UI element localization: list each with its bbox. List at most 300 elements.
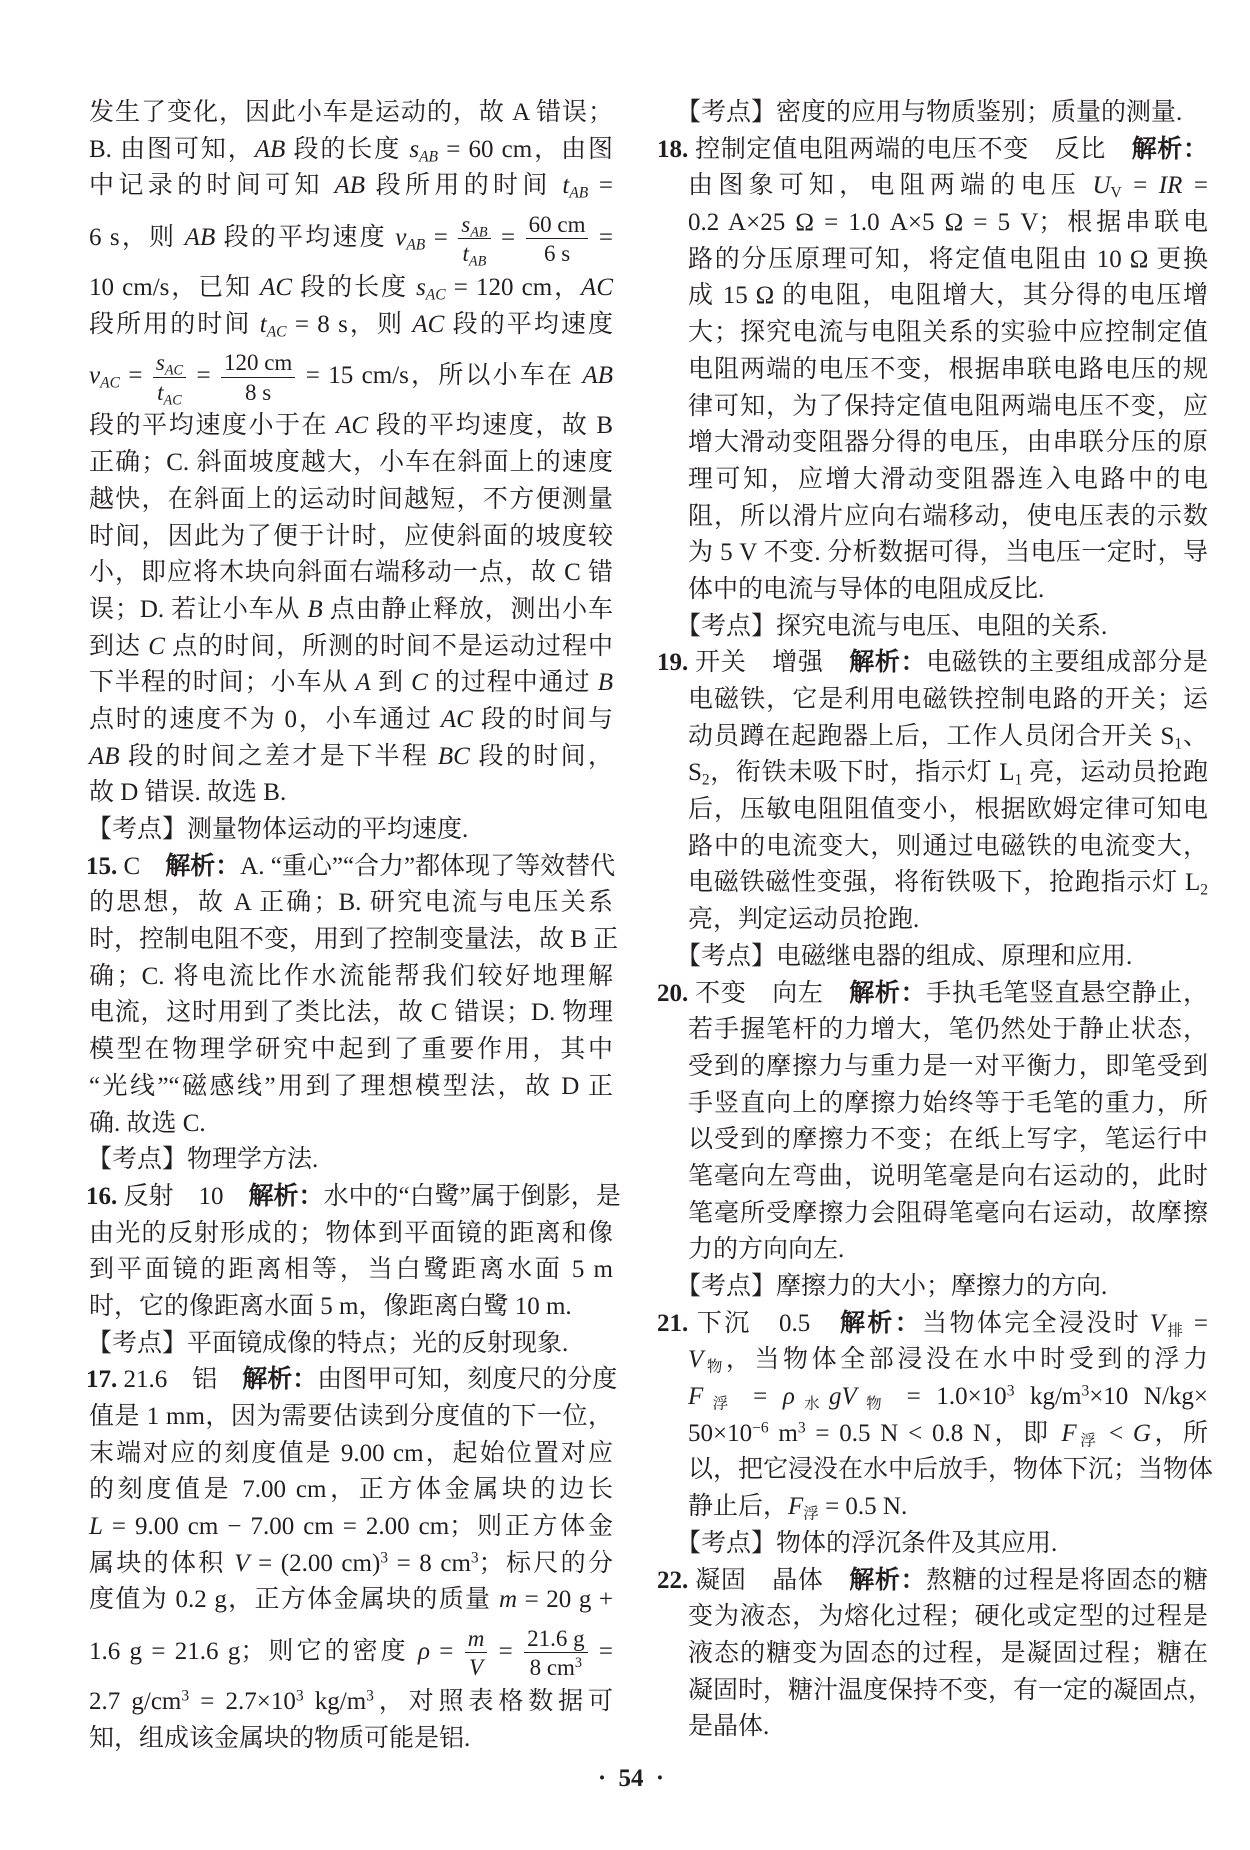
text-line bbox=[89, 1509, 613, 1546]
subscript: 物 bbox=[703, 1359, 726, 1377]
item-first-line bbox=[86, 849, 616, 886]
text-line bbox=[89, 132, 613, 169]
text-run: 故 D 错误. 故选 B. bbox=[89, 779, 287, 807]
math-variable: t bbox=[462, 241, 469, 267]
text-run: 由图甲可知，刻度尺的分度 bbox=[317, 1366, 618, 1394]
text-line bbox=[688, 1232, 1208, 1269]
fraction bbox=[524, 1626, 588, 1682]
text-line bbox=[688, 168, 1208, 205]
text-run: 值是 1 mm，因为需要估读到分度值的下一位， bbox=[89, 1403, 613, 1430]
text-line bbox=[688, 1489, 1208, 1526]
text-run: 变为液态，为熔化过程；硬化或定型的过程是 bbox=[688, 1603, 1208, 1631]
text-run: 段的长度 bbox=[292, 274, 417, 302]
text-line bbox=[89, 995, 613, 1032]
text-run: 凝固时，糖汁温度保持不变，有一定的凝固点， bbox=[688, 1676, 1214, 1704]
text-line bbox=[89, 270, 613, 307]
text-line bbox=[688, 462, 1208, 499]
text-run: = 8 s，则 bbox=[286, 310, 413, 338]
bold-label: 解析： bbox=[849, 1566, 927, 1594]
subscript: 浮 bbox=[703, 1395, 738, 1413]
text-run: = bbox=[119, 362, 151, 390]
text-line bbox=[89, 1289, 613, 1326]
text-run: 电磁铁的主要组成部分是 bbox=[926, 649, 1208, 677]
text-line bbox=[89, 1684, 613, 1721]
subscript: AB bbox=[470, 223, 488, 240]
fraction-denominator bbox=[465, 1653, 488, 1681]
text-run: 为 5 V 不变. 分析数据可得，当电压一定时，导 bbox=[688, 539, 1208, 567]
math-variable: IR bbox=[1158, 172, 1183, 200]
text-run: ；标尺的分 bbox=[478, 1549, 613, 1577]
text-line bbox=[89, 519, 613, 556]
item-first-line bbox=[657, 645, 1208, 682]
text-run: “光线”“磁感线”用到了理想模型法，故 D 正 bbox=[89, 1072, 613, 1100]
text-run: 知，组成该金属块的物质可能是铝. bbox=[89, 1724, 471, 1752]
text-run: 凝固 晶体 bbox=[688, 1566, 850, 1594]
text-line bbox=[688, 1122, 1208, 1159]
text-run: 到 bbox=[370, 669, 412, 697]
text-run: 路中的电流变大，则通过电磁铁的电流变大， bbox=[688, 832, 1208, 860]
text-run: = 0.5 N < 0.8 N，即 bbox=[805, 1419, 1062, 1447]
math-variable: V bbox=[234, 1549, 250, 1577]
fraction bbox=[221, 350, 295, 406]
text-run: 的过程中通过 bbox=[427, 669, 598, 697]
text-line bbox=[688, 1452, 1214, 1489]
text-run: = 1.0×10 bbox=[891, 1383, 1007, 1411]
superscript: 3 bbox=[1081, 1382, 1090, 1400]
text-run: 【考点】摩擦力的大小；摩擦力的方向. bbox=[676, 1273, 1108, 1300]
math-variable: AB bbox=[254, 135, 286, 163]
text-line bbox=[688, 865, 1208, 902]
subscript: 1 bbox=[1174, 735, 1183, 753]
text-line bbox=[89, 1721, 613, 1758]
text-line bbox=[688, 1709, 1208, 1746]
text-run: 50×10 bbox=[688, 1419, 753, 1447]
text-run: = bbox=[590, 224, 614, 252]
text-run: ，衔铁未吸下时，指示灯 L bbox=[709, 759, 1015, 787]
text-run: = 20 g + bbox=[517, 1586, 613, 1614]
math-variable: V bbox=[688, 1346, 704, 1374]
fraction bbox=[153, 350, 186, 406]
text-run: = bbox=[1185, 1309, 1208, 1337]
text-run: 时，它的像距离水面 5 m，像距离白鹭 10 m. bbox=[89, 1292, 572, 1320]
math-variable: AC bbox=[440, 705, 473, 733]
math-variable: C bbox=[411, 669, 428, 697]
bold-label: 19. bbox=[657, 649, 689, 677]
math-variable: AB bbox=[184, 224, 216, 252]
fraction-denominator bbox=[221, 378, 295, 406]
fraction-denominator bbox=[524, 1653, 588, 1681]
text-run: = 15 cm/s，所以小车在 bbox=[297, 362, 583, 390]
text-line bbox=[688, 1379, 1208, 1416]
superscript: 3 bbox=[574, 1655, 583, 1672]
text-run: 段的平均速度 bbox=[215, 224, 396, 252]
math-variable: s bbox=[461, 211, 471, 237]
math-variable: A bbox=[355, 669, 371, 697]
text-run: 亮，运动员抢跑 bbox=[1022, 759, 1208, 787]
text-run: 的思想，故 A 正确；B. 研究电流与电压关系 bbox=[89, 889, 613, 917]
subscript: 浮 bbox=[803, 1505, 819, 1523]
text-run: 60 cm bbox=[528, 211, 586, 237]
page-number-mark-right: · bbox=[655, 1765, 665, 1792]
subscript: 浮 bbox=[1076, 1432, 1100, 1450]
text-line bbox=[688, 829, 1208, 866]
text-run: 由图象可知，电阻两端的电压 bbox=[688, 172, 1093, 200]
item-first-line bbox=[657, 132, 1208, 169]
text-run: 理可知，应增大滑动变阻器连入电路中的电 bbox=[688, 465, 1208, 493]
text-line bbox=[688, 1416, 1208, 1453]
subscript: 1 bbox=[1014, 772, 1023, 790]
text-run: = bbox=[489, 1638, 523, 1666]
fraction-numerator bbox=[221, 350, 295, 378]
text-run: 以，把它浸没在水中后放手，物体下沉；当物体 bbox=[688, 1456, 1214, 1484]
math-variable: BC bbox=[437, 742, 470, 770]
math-variable: t bbox=[562, 172, 570, 200]
keypoint-line bbox=[87, 812, 613, 849]
text-run: = 9.00 cm − 7.00 cm = 2.00 cm；则正方体金 bbox=[102, 1513, 613, 1541]
text-run: 段的时间之差才是下半程 bbox=[119, 742, 438, 770]
math-variable: AC bbox=[412, 310, 445, 338]
text-run: 发生了变化，因此小车是运动的，故 A 错误； bbox=[89, 99, 613, 126]
text-run: = (2.00 cm) bbox=[249, 1549, 381, 1577]
text-line bbox=[688, 1342, 1208, 1379]
subscript: AC bbox=[163, 391, 182, 408]
text-line bbox=[688, 1196, 1208, 1233]
text-run: 段的平均速度，故 B bbox=[368, 412, 613, 440]
superscript: 3 bbox=[797, 1419, 806, 1437]
text-line bbox=[688, 205, 1208, 242]
text-run: 下半程的时间；小车从 bbox=[89, 669, 356, 697]
text-line bbox=[688, 572, 1208, 609]
text-run: 确；C. 将电流比作水流能帮我们较好地理解 bbox=[89, 962, 613, 990]
keypoint-line bbox=[676, 95, 1208, 132]
text-run: 模型在物理学研究中起到了重要作用，其中 bbox=[89, 1036, 613, 1064]
text-run: 误；D. 若让小车从 bbox=[89, 595, 308, 623]
text-line bbox=[89, 959, 613, 996]
bold-label: 解析： bbox=[849, 979, 927, 1007]
text-run: 体中的电流与导体的电阻成反比. bbox=[688, 575, 1045, 603]
text-run: ，当物体全部浸没在水中时受到的浮力 bbox=[725, 1346, 1208, 1374]
item-first-line bbox=[86, 1179, 621, 1216]
keypoint-line bbox=[676, 1269, 1208, 1306]
math-variable: F bbox=[1061, 1419, 1077, 1447]
math-variable: V bbox=[469, 1655, 484, 1681]
text-run: 到平面镜的距离相等，当白鹭距离水面 5 m bbox=[89, 1256, 613, 1284]
text-line bbox=[89, 95, 613, 132]
text-run: 【考点】密度的应用与物质鉴别；质量的测量. bbox=[676, 99, 1183, 126]
superscript: 3 bbox=[380, 1549, 389, 1567]
fraction-numerator bbox=[524, 1626, 588, 1654]
bold-label: 16. bbox=[86, 1182, 118, 1210]
math-variable: v bbox=[395, 224, 407, 252]
text-run: C bbox=[117, 852, 166, 880]
bold-label: 解析： bbox=[839, 1309, 923, 1337]
bold-label: 解析： bbox=[849, 649, 927, 677]
text-run: 段的平均速度小于在 bbox=[89, 412, 337, 440]
page-number bbox=[6, 1764, 1250, 1794]
fraction-numerator bbox=[458, 212, 490, 240]
text-run: 正确；C. 斜面坡度越大，小车在斜面上的速度 bbox=[89, 449, 613, 477]
keypoint-line bbox=[676, 939, 1208, 976]
text-run: 8 cm bbox=[529, 1655, 575, 1681]
text-run: ，所 bbox=[1150, 1419, 1208, 1447]
text-run: 点时的速度不为 0，小车通过 bbox=[89, 705, 441, 733]
text-run: 段所用的时间 bbox=[365, 172, 563, 200]
text-line bbox=[89, 307, 613, 344]
math-variable: L bbox=[89, 1513, 103, 1541]
math-variable: AC bbox=[581, 274, 613, 302]
bold-label: 17. bbox=[86, 1366, 118, 1394]
text-line bbox=[688, 535, 1208, 572]
text-line bbox=[688, 1599, 1208, 1636]
math-variable: m bbox=[498, 1586, 518, 1614]
text-run: = 120 cm， bbox=[445, 274, 582, 302]
math-variable: AC bbox=[260, 274, 293, 302]
math-variable: t bbox=[259, 310, 267, 338]
text-run: ，对照表格数据可 bbox=[373, 1688, 613, 1716]
subscript: 物 bbox=[856, 1395, 892, 1413]
text-run: 律可知，为了保持定值电阻两端电压不变，应 bbox=[688, 392, 1208, 420]
text-run: 成 15 Ω 的电阻，电阻增大，其分得的电压增 bbox=[688, 282, 1208, 310]
text-run: 段的时间与 bbox=[472, 705, 613, 733]
text-run: 当物体完全浸没时 bbox=[922, 1309, 1150, 1337]
text-line bbox=[688, 242, 1208, 279]
text-run: 【考点】测量物体运动的平均速度. bbox=[87, 816, 469, 843]
math-variable: B bbox=[307, 595, 323, 623]
text-run: = bbox=[430, 1638, 463, 1666]
text-line bbox=[89, 168, 613, 205]
text-line bbox=[89, 775, 613, 812]
text-run: 后，压敏电阻阻值变小，根据欧姆定律可知电 bbox=[688, 796, 1208, 824]
text-line bbox=[688, 1159, 1208, 1196]
text-run: ×10 N/kg× bbox=[1089, 1383, 1208, 1411]
text-run: 动员蹲在起跑器上后，工作人员闭合开关 S bbox=[688, 722, 1175, 750]
math-variable: F bbox=[688, 1383, 704, 1411]
text-line bbox=[688, 352, 1208, 389]
text-run: = bbox=[588, 172, 613, 200]
keypoint-line bbox=[87, 1326, 613, 1363]
math-variable: AB bbox=[582, 362, 613, 390]
superscript: 3 bbox=[366, 1687, 374, 1705]
text-run: 6 s bbox=[543, 241, 571, 267]
item-first-line bbox=[657, 1563, 1208, 1600]
text-run: 阻，所以滑片应向右端移动，使电压表的示数 bbox=[688, 502, 1208, 530]
text-line bbox=[89, 482, 613, 519]
math-variable: U bbox=[1092, 172, 1111, 200]
text-line bbox=[688, 902, 1208, 939]
text-line bbox=[89, 739, 613, 776]
subscript: 水 bbox=[794, 1395, 830, 1413]
text-line bbox=[89, 702, 613, 739]
text-line bbox=[688, 278, 1208, 315]
text-run: 电阻两端的电压不变，根据串联电路电压的规 bbox=[688, 355, 1208, 383]
fraction-numerator bbox=[153, 350, 186, 378]
keypoint-line bbox=[676, 1526, 1208, 1563]
text-line bbox=[688, 499, 1208, 536]
text-line bbox=[89, 1252, 613, 1289]
math-variable: s bbox=[416, 274, 426, 302]
subscript: 2 bbox=[1200, 882, 1208, 900]
text-run: = bbox=[425, 224, 457, 252]
text-run: 的刻度值是 7.00 cm，正方体金属块的边长 bbox=[89, 1476, 613, 1504]
text-run: 电磁铁磁性变强，将衔铁吸下，抢跑指示灯 L bbox=[688, 869, 1201, 897]
fraction bbox=[465, 1626, 488, 1682]
bold-label: 解析： bbox=[248, 1182, 324, 1210]
text-run: kg/m bbox=[1014, 1383, 1082, 1411]
text-run: A. “重心”“合力”都体现了等效替代 bbox=[240, 852, 616, 880]
subscript: AC bbox=[425, 286, 446, 304]
text-line bbox=[688, 1012, 1208, 1049]
text-run: 段的长度 bbox=[285, 135, 410, 163]
subscript: AC bbox=[266, 323, 287, 341]
text-line bbox=[89, 1619, 613, 1684]
superscript: 3 bbox=[1006, 1382, 1015, 1400]
math-variable: F bbox=[788, 1493, 804, 1521]
text-run: 段的时间， bbox=[469, 742, 613, 770]
text-run: S bbox=[688, 759, 702, 787]
subscript: AB bbox=[468, 253, 487, 270]
text-run: 水中的“白鹭”属于倒影，是 bbox=[323, 1182, 621, 1210]
math-variable: v bbox=[89, 362, 101, 390]
text-line bbox=[688, 425, 1208, 462]
text-run: 笔毫向左弯曲，说明笔毫是向右运动的，此时 bbox=[688, 1162, 1208, 1190]
text-line bbox=[688, 792, 1208, 829]
text-run: = bbox=[1182, 172, 1208, 200]
text-run: 受到的摩擦力与重力是一对平衡力，即笔受到 bbox=[688, 1052, 1208, 1080]
text-run: 液态的糖变为固态的过程，是凝固过程；糖在 bbox=[688, 1639, 1208, 1667]
text-run: 路的分压原理可知，将定值电阻由 10 Ω 更换 bbox=[688, 245, 1208, 273]
text-run: 静止后， bbox=[688, 1493, 789, 1521]
subscript: AB bbox=[569, 185, 589, 203]
text-line bbox=[89, 629, 613, 666]
text-run: 120 cm bbox=[223, 349, 293, 375]
subscript: V bbox=[1110, 185, 1122, 203]
superscript: 3 bbox=[470, 1549, 479, 1567]
subscript: AB bbox=[406, 236, 426, 254]
subscript: 2 bbox=[701, 772, 710, 790]
text-run: 大；探究电流与电阻关系的实验中应控制定值 bbox=[688, 319, 1208, 347]
superscript: −6 bbox=[752, 1419, 769, 1437]
superscript: 3 bbox=[295, 1687, 304, 1705]
fraction bbox=[526, 212, 589, 268]
math-variable: ρ bbox=[418, 1638, 430, 1666]
math-variable: gV bbox=[829, 1383, 857, 1411]
text-run: 亮，判定运动员抢跑. bbox=[688, 906, 920, 934]
text-run: 以受到的摩擦力不变；在纸上写字，笔运行中 bbox=[688, 1126, 1208, 1154]
right-column bbox=[657, 95, 1214, 1746]
text-run: = 0.5 N. bbox=[818, 1493, 908, 1521]
text-run: = 2.7×10 bbox=[189, 1688, 296, 1716]
subscript: AC bbox=[164, 362, 184, 379]
fraction-numerator bbox=[526, 212, 589, 240]
text-run: 点的时间，所测的时间不是运动过程中 bbox=[164, 632, 613, 660]
bold-label: 21. bbox=[657, 1309, 689, 1337]
left-column bbox=[86, 95, 621, 1758]
text-run: = bbox=[1121, 172, 1159, 200]
text-run: 下沉 0.5 bbox=[688, 1309, 840, 1337]
text-run: 0.2 A×25 Ω = 1.0 A×5 Ω = 5 V；根据串联电 bbox=[688, 209, 1208, 237]
text-line bbox=[89, 555, 613, 592]
superscript: 3 bbox=[181, 1687, 190, 1705]
text-run: 手执毛笔竖直悬空静止， bbox=[926, 979, 1208, 1007]
text-line bbox=[688, 719, 1208, 756]
text-run: = bbox=[589, 1638, 613, 1666]
text-run: = 60 cm，由图 bbox=[438, 135, 613, 163]
text-run: 熬糖的过程是将固态的糖 bbox=[926, 1566, 1208, 1594]
fraction-denominator bbox=[526, 239, 589, 267]
text-line bbox=[89, 445, 613, 482]
math-variable: C bbox=[148, 632, 165, 660]
text-run: 属块的体积 bbox=[89, 1549, 235, 1577]
text-run: 是晶体. bbox=[688, 1713, 770, 1741]
text-run: 越快，在斜面上的运动时间越短，不方便测量 bbox=[89, 485, 613, 513]
keypoint-line bbox=[676, 609, 1208, 646]
bold-label: 解析： bbox=[165, 852, 241, 880]
text-run: = bbox=[737, 1383, 783, 1411]
text-run: kg/m bbox=[303, 1688, 367, 1716]
text-run: 【考点】物理学方法. bbox=[87, 1146, 319, 1174]
bold-label: 15. bbox=[86, 852, 118, 880]
text-run: 点由静止释放，测出小车 bbox=[322, 595, 613, 623]
item-first-line bbox=[657, 1306, 1208, 1343]
text-line bbox=[89, 343, 613, 408]
text-run: 【考点】物体的浮沉条件及其应用. bbox=[676, 1529, 1058, 1557]
text-run: 【考点】探究电流与电压、电阻的关系. bbox=[676, 612, 1108, 640]
text-run: 【考点】平面镜成像的特点；光的反射现象. bbox=[87, 1329, 569, 1357]
text-line bbox=[89, 1032, 613, 1069]
text-run: < bbox=[1099, 1419, 1133, 1447]
text-run: 笔毫所受摩擦力会阻碍笔毫向右运动，故摩擦 bbox=[688, 1199, 1208, 1227]
bold-label: 20. bbox=[657, 979, 689, 1007]
text-run: 反射 10 bbox=[117, 1182, 249, 1210]
text-line bbox=[89, 408, 613, 445]
text-run: B. 由图可知， bbox=[89, 135, 255, 163]
text-run: 6 s，则 bbox=[89, 224, 185, 252]
text-line bbox=[89, 205, 613, 270]
text-run: 10 cm/s，已知 bbox=[89, 274, 261, 302]
text-run: = 8 cm bbox=[388, 1549, 471, 1577]
text-run: 电流，这时用到了类比法，故 C 错误；D. 物理 bbox=[89, 999, 613, 1027]
subscript: AC bbox=[100, 375, 120, 393]
text-run: 到达 bbox=[89, 632, 149, 660]
text-line bbox=[89, 1216, 613, 1253]
text-run: 8 s bbox=[245, 379, 272, 405]
text-line bbox=[688, 755, 1208, 792]
text-run: 21.6 铝 bbox=[117, 1366, 243, 1394]
text-run: 由光的反射形成的；物体到平面镜的距离和像 bbox=[89, 1219, 613, 1247]
text-run: 1.6 g = 21.6 g；则它的密度 bbox=[89, 1638, 418, 1666]
text-line bbox=[89, 665, 613, 702]
math-variable: t bbox=[157, 379, 164, 405]
text-run: 段所用的时间 bbox=[89, 310, 260, 338]
text-line bbox=[89, 1069, 613, 1106]
text-run: 小，即应将木块向斜面右端移动一点，故 C 错 bbox=[89, 559, 613, 587]
text-line bbox=[89, 1546, 613, 1583]
text-run: = bbox=[492, 224, 524, 252]
text-run: 控制定值电阻两端的电压不变 反比 bbox=[688, 135, 1132, 163]
math-variable: V bbox=[1149, 1309, 1165, 1337]
fraction-denominator bbox=[458, 239, 490, 270]
math-variable: AB bbox=[334, 172, 366, 200]
item-first-line bbox=[86, 1362, 618, 1399]
text-run: = bbox=[188, 362, 219, 390]
text-run: 确. 故选 C. bbox=[89, 1109, 206, 1137]
text-run: 、 bbox=[1182, 722, 1208, 750]
item-first-line bbox=[657, 976, 1208, 1013]
text-run: 段的平均速度 bbox=[444, 310, 613, 338]
text-run: 开关 增强 bbox=[688, 649, 850, 677]
text-line bbox=[688, 682, 1208, 719]
subscript: 排 bbox=[1164, 1322, 1186, 1340]
